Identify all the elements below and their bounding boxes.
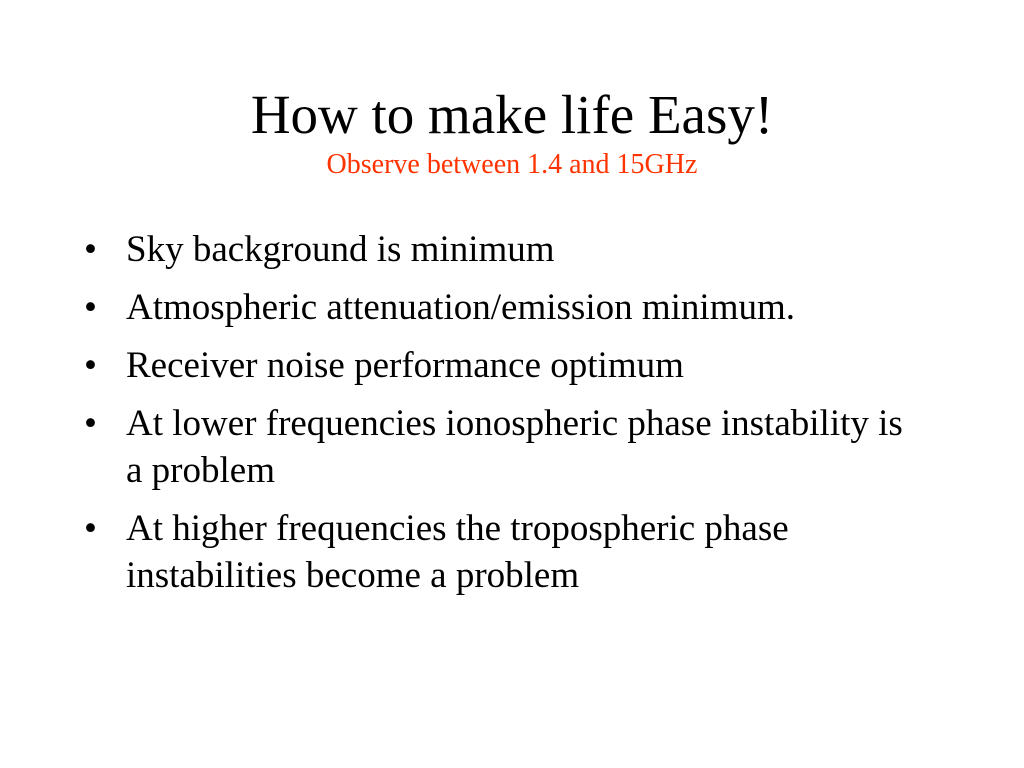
- bullet-icon: •: [84, 403, 97, 444]
- bullet-item: [84, 400, 904, 494]
- slide-title: How to make life Easy!: [250, 84, 774, 145]
- slide-subtitle: Observe between 1.4 and 15GHz: [326, 149, 698, 180]
- bullet-icon: •: [84, 345, 97, 386]
- bullet-item: [84, 342, 904, 389]
- bullet-list: [84, 226, 904, 610]
- bullet-text: Sky background is minimum: [126, 229, 555, 270]
- bullet-text: Atmospheric attenuation/emission minimum.: [126, 287, 795, 328]
- title-block: [0, 82, 1024, 182]
- bullet-item: [84, 226, 904, 273]
- bullet-icon: •: [84, 287, 97, 328]
- bullet-item: [84, 505, 904, 599]
- bullet-text: At lower frequencies ionospheric phase instability is a problem: [126, 403, 903, 491]
- bullet-item: [84, 284, 904, 331]
- bullet-icon: •: [84, 229, 97, 270]
- bullet-text: At higher frequencies the tropospheric phase instabilities become a problem: [126, 508, 789, 596]
- bullet-icon: •: [84, 508, 97, 549]
- bullet-text: Receiver noise performance optimum: [126, 345, 684, 386]
